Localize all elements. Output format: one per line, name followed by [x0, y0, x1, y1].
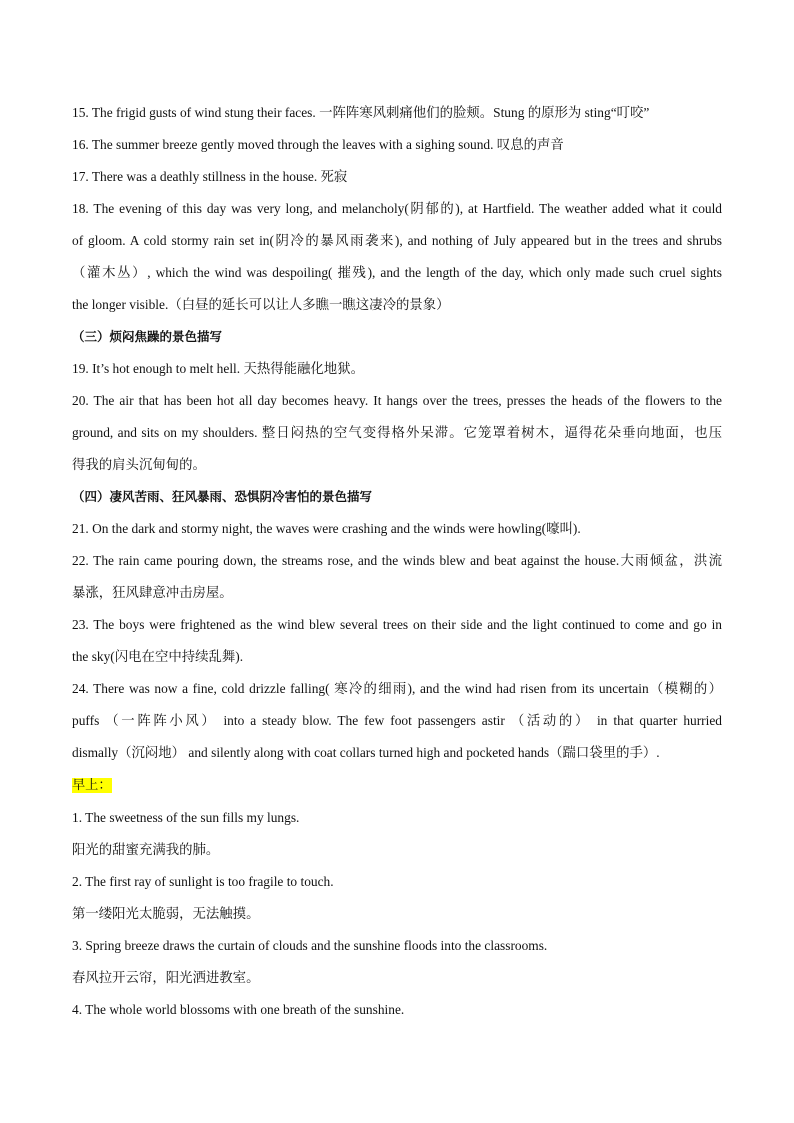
morning-heading: 早上：: [72, 778, 112, 793]
section-heading-3: （三）烦闷焦躁的景色描写: [72, 329, 223, 344]
morning-sentence-3-en: 3. Spring breeze draws the curtain of clouds and the sunshine floods into the classrooms.: [72, 938, 548, 953]
sentence-23-line-2: the sky(闪电在空中持续乱舞).: [72, 649, 244, 664]
sentence-18-line-1: 18. The evening of this day was very long, and melancholy(阴郁的), at Hartfield. The weather added what it could: [72, 201, 722, 216]
sentence-20-line-2: ground, and sits on my shoulders. 整日闷热的空气变得格外呆滞。它笼罩着树木，逼得花朵垂向地面，也压: [72, 425, 722, 440]
morning-sentence-2-zh: 第一缕阳光太脆弱，无法触摸。: [72, 906, 260, 921]
sentence-22-line-2: 暴涨，狂风肆意冲击房屋。: [72, 585, 233, 600]
sentence-23-line-1: 23. The boys were frightened as the wind blew several trees on their side and the light continued to come and go in: [72, 617, 722, 632]
sentence-18-line-3: （灌木丛）, which the wind was despoiling( 摧残), and the length of the day, which only made such cruel sights: [72, 265, 722, 280]
sentence-19: 19. It’s hot enough to melt hell. 天热得能融化地狱。: [72, 361, 364, 376]
morning-sentence-3-zh: 春风拉开云帘，阳光洒进教室。: [72, 970, 260, 985]
sentence-21: 21. On the dark and stormy night, the waves were crashing and the winds were howling(嚎叫).: [72, 521, 581, 536]
sentence-17: 17. There was a deathly stillness in the house. 死寂: [72, 169, 348, 184]
sentence-20-line-3: 得我的肩头沉甸甸的。: [72, 457, 206, 472]
sentence-18-line-2: of gloom. A cold stormy rain set in(阴冷的暴风雨袭来), and nothing of July appeared but in the trees and shrubs: [72, 233, 722, 248]
morning-sentence-2-en: 2. The first ray of sunlight is too fragile to touch.: [72, 874, 334, 889]
sentence-20-line-1: 20. The air that has been hot all day becomes heavy. It hangs over the trees, presses the heads of the flowers to the: [72, 393, 722, 408]
sentence-15: 15. The frigid gusts of wind stung their faces. 一阵阵寒风刺痛他们的脸颊。Stung 的原形为 sting“叮咬”: [72, 105, 650, 120]
morning-heading-line: [72, 769, 722, 802]
sentence-24-line-1: 24. There was now a fine, cold drizzle falling( 寒冷的细雨), and the wind had risen from its uncertain（模糊的）: [72, 681, 722, 696]
sentence-24-line-2: puffs （一阵阵小风） into a steady blow. The few foot passengers astir （活动的） in that quarter hurried: [72, 713, 722, 728]
morning-sentence-4-en: 4. The whole world blossoms with one breath of the sunshine.: [72, 1002, 405, 1017]
morning-sentence-1-zh: 阳光的甜蜜充满我的肺。: [72, 842, 220, 857]
sentence-16: 16. The summer breeze gently moved through the leaves with a sighing sound. 叹息的声音: [72, 137, 564, 152]
section-heading-4: （四）凄风苦雨、狂风暴雨、恐惧阴冷害怕的景色描写: [72, 489, 373, 504]
sentence-22-line-1: 22. The rain came pouring down, the streams rose, and the winds blew and beat against the house.大雨倾盆，洪流: [72, 553, 722, 568]
sentence-18-line-4: the longer visible.（白昼的延长可以让人多瞧一瞧这凄冷的景象）: [72, 297, 450, 312]
morning-sentence-1-en: 1. The sweetness of the sun fills my lungs.: [72, 810, 300, 825]
sentence-24-line-3: dismally（沉闷地） and silently along with coat collars turned high and pocketed hands（踹口袋里的手）.: [72, 745, 660, 760]
